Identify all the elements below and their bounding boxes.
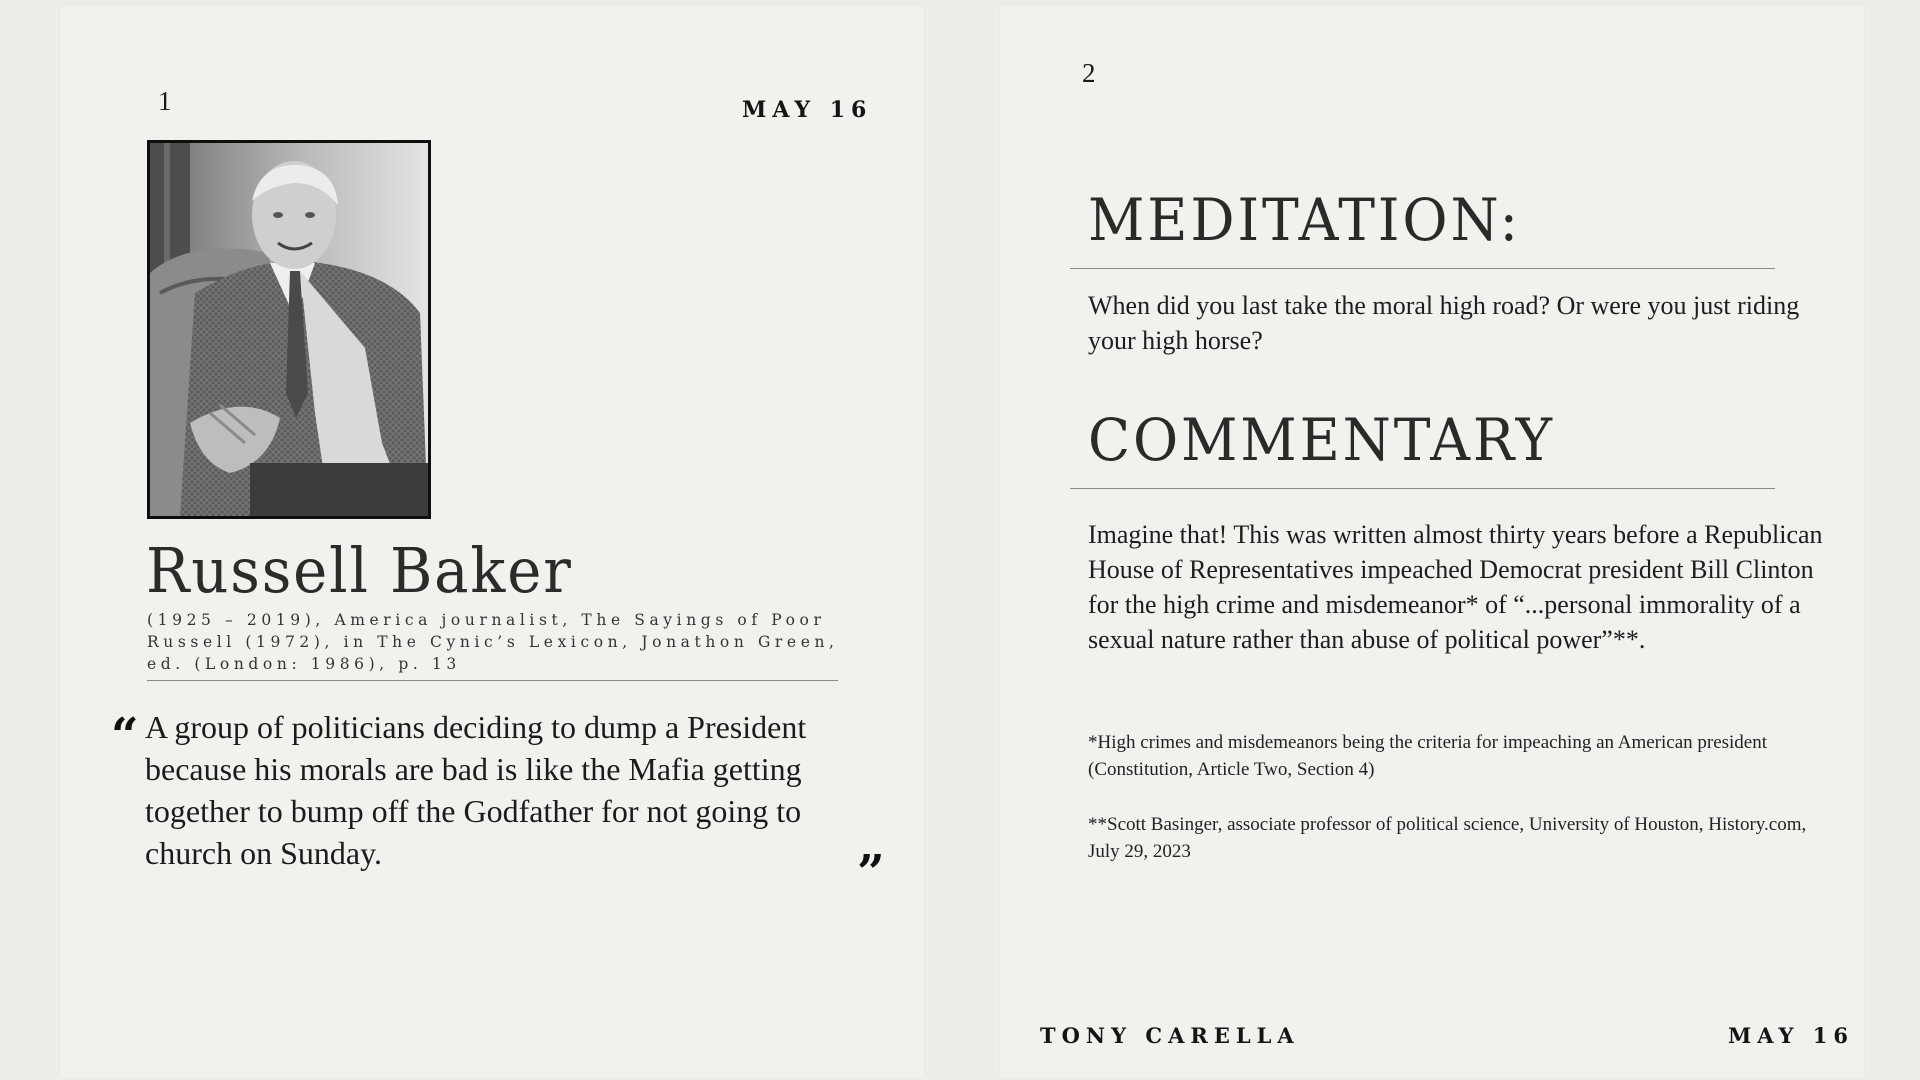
open-quote-icon: “: [111, 708, 139, 764]
left-page: [60, 6, 924, 1078]
commentary-divider: [1070, 488, 1775, 489]
close-quote-icon: ”: [857, 845, 885, 901]
meditation-heading: MEDITATION:: [1088, 186, 1521, 254]
commentary-heading: COMMENTARY: [1088, 406, 1555, 474]
footer-date: MAY 16: [1728, 1023, 1855, 1048]
portrait-illustration: [150, 143, 428, 516]
footer-author: TONY CARELLA: [1040, 1023, 1300, 1048]
source-citation: (1925 – 2019), America journalist, The Sayings of Poor Russell (1972), in The Cynic’s Lexicon, Jonathon Green, ed. (London: 1986), p. 13: [147, 611, 839, 673]
header-date: MAY 16: [742, 97, 873, 123]
divider-rule: [147, 680, 838, 681]
footnote-2: **Scott Basinger, associate professor of political science, University of Houston, History.com, July 29, 2023: [1088, 814, 1807, 862]
author-portrait-photo: [147, 140, 431, 519]
page-number: 1: [158, 86, 172, 116]
commentary-text: Imagine that! This was written almost thirty years before a Republican House of Representatives impeached Democrat president Bill Clinton for the high crime and misdemeanor* of “...personal immorality of a sexual nature rather than abuse of political power”**.: [1088, 520, 1823, 654]
footnote-1: *High crimes and misdemeanors being the criteria for impeaching an American president (Constitution, Article Two, Section 4): [1088, 732, 1768, 780]
meditation-divider: [1070, 268, 1775, 269]
meditation-text: When did you last take the moral high road? Or were you just riding your high horse?: [1088, 291, 1800, 355]
author-name: Russell Baker: [146, 534, 573, 607]
page-number: 2: [1082, 58, 1096, 88]
right-page: [1000, 6, 1864, 1078]
quote-text: A group of politicians deciding to dump a President because his morals are bad is like the Mafia getting together to bump off the Godfather for not going to church on Sunday.: [145, 709, 807, 871]
